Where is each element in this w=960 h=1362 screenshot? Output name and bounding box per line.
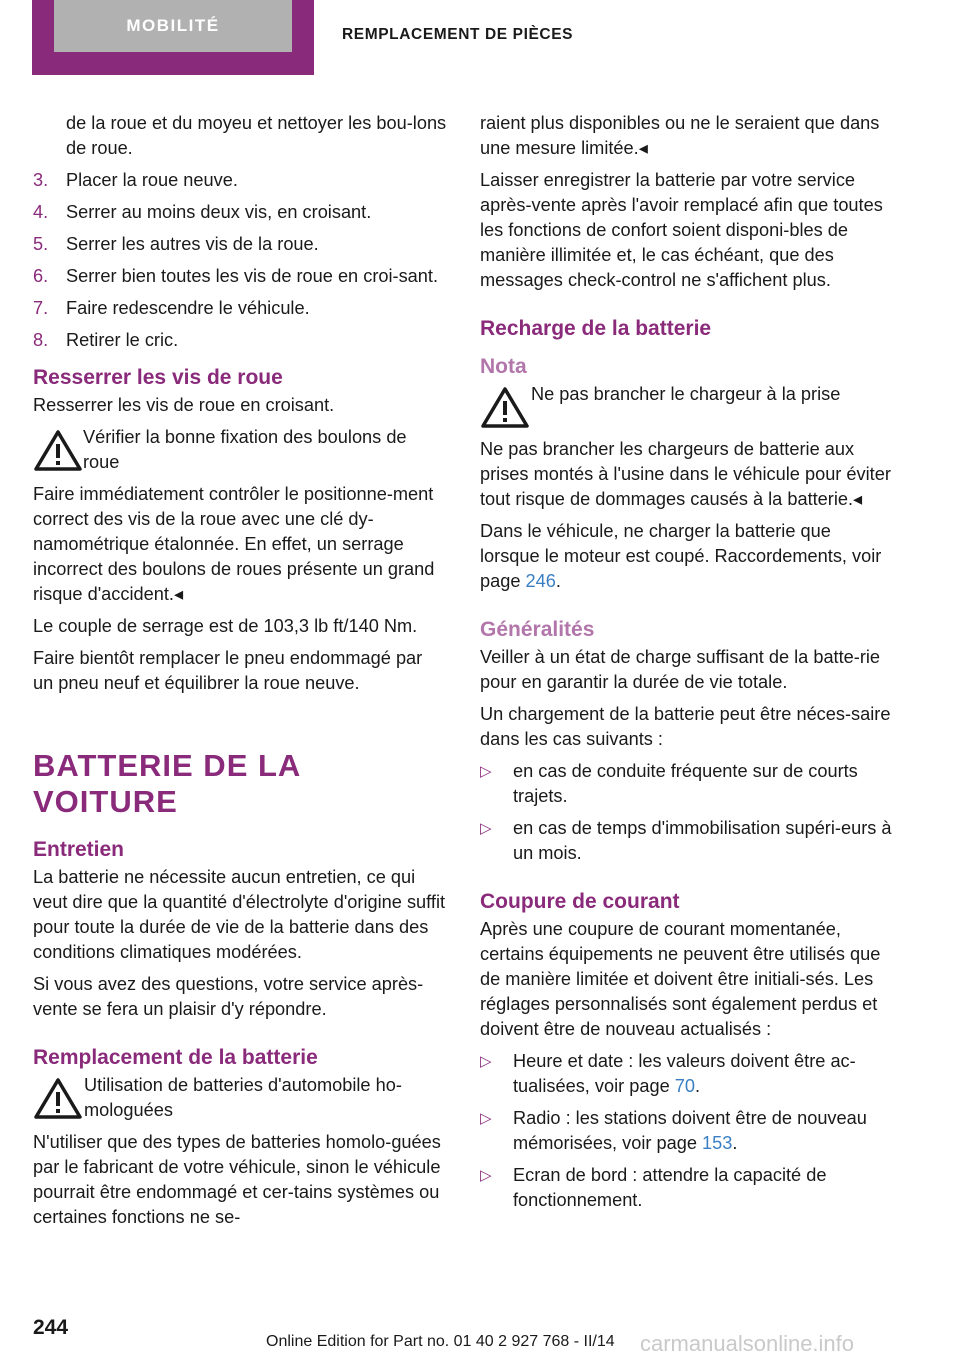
page-link-153[interactable]: 153 <box>702 1133 733 1153</box>
list-item: ▷ Heure et date : les valeurs doivent être ac‐tualisées, voir page 70. <box>480 1049 894 1099</box>
step-number: 7. <box>33 298 49 318</box>
heading-entretien: Entretien <box>33 838 125 861</box>
right-column <box>480 111 894 1220</box>
step-list <box>33 168 447 353</box>
warning-body: Faire immédiatement contrôler le positionne‐ment correct des vis de la roue avec une clé dy‐namométrique étalonnée. En effet, un serrage incorrect des boulons de roues présente un grand risque d'accident.◂ <box>33 484 435 604</box>
list-item <box>33 328 447 353</box>
paragraph-questions: Si vous avez des questions, votre service après-vente se fera un plaisir d'y répondre. <box>33 974 424 1019</box>
paragraph-pneu: Faire bientôt remplacer le pneu endommagé par un pneu neuf et équilibrer la roue neuve. <box>33 648 423 693</box>
step-continuation: de la roue et du moyeu et nettoyer les bou‐lons de roue. <box>66 113 447 158</box>
paragraph-veiller: Veiller à un état de charge suffisant de la batte‐rie pour en garantir la durée de vie totale. <box>480 647 881 692</box>
bullet-list <box>480 759 894 866</box>
heading-resserrer: Resserrer les vis de roue <box>33 366 283 389</box>
footer-edition: Online Edition for Part no. 01 40 2 927 768 - II/14 <box>266 1333 615 1350</box>
step-text: Placer la roue neuve. <box>66 170 238 190</box>
list-item <box>33 296 447 321</box>
warning-box <box>33 1073 447 1123</box>
warning-triangle-icon <box>480 386 530 430</box>
paragraph-enregistrer: Laisser enregistrer la batterie par votre service après-vente après l'avoir remplacé afin que toutes les fonctions de confort soient disponi‐bles de manière illimitée et, le cas échéant, que des messages check-control ne s'affichent plus. <box>480 170 883 290</box>
heading-generalites: Généralités <box>480 618 595 641</box>
warning-body: N'utiliser que des types de batteries homolo‐guées par le fabricant de votre véhicule, sinon le véhicule pourrait être endommagé et cer‐tains systèmes ou certaines fonctions ne se‐ <box>33 1132 441 1227</box>
warning-title: Ne pas brancher le chargeur à la prise <box>531 384 841 404</box>
heading-coupure: Coupure de courant <box>480 890 680 913</box>
bullet-arrow-icon: ▷ <box>480 1053 492 1070</box>
paragraph-entretien: La batterie ne nécessite aucun entretien, ce qui veut dire que la quantité d'électrolyte d'origine suffit pour toute la durée de vie de la batterie dans des conditions climatiques modérées. <box>33 867 446 962</box>
step-number: 4. <box>33 202 49 222</box>
step-number: 6. <box>33 266 49 286</box>
bullet-arrow-icon: ▷ <box>480 820 492 837</box>
header-tab-label: MOBILITÉ <box>54 0 292 52</box>
list-item <box>33 232 447 257</box>
paragraph-resserrer: Resserrer les vis de roue en croisant. <box>33 395 335 415</box>
warning-body: Ne pas brancher les chargeurs de batterie aux prises montés à l'usine dans le véhicule pour éviter tout risque de dommages causés à la batterie.◂ <box>480 439 891 509</box>
bullet-list <box>480 1049 894 1213</box>
step-text: Serrer au moins deux vis, en croisant. <box>66 202 372 222</box>
list-item <box>33 168 447 193</box>
step-text: Retirer le cric. <box>66 330 179 350</box>
page-link-70[interactable]: 70 <box>674 1076 695 1096</box>
paragraph-charger: Dans le véhicule, ne charger la batterie que lorsque le moteur est coupé. Raccordements, voir page 246. <box>480 521 882 591</box>
step-text: Serrer bien toutes les vis de roue en croi‐sant. <box>66 266 439 286</box>
step-number: 8. <box>33 330 49 350</box>
page-number: 244 <box>33 1316 69 1339</box>
warning-box <box>33 425 447 475</box>
left-column <box>33 111 447 1237</box>
heading-remplacement: Remplacement de la batterie <box>33 1046 318 1069</box>
warning-triangle-icon <box>33 1077 83 1121</box>
bullet-arrow-icon: ▷ <box>480 1167 492 1184</box>
warning-triangle-icon <box>33 429 83 473</box>
list-item: ▷ Ecran de bord : attendre la capacité de fonctionnement. <box>480 1163 894 1213</box>
list-item: ▷ Radio : les stations doivent être de nouveau mémorisées, voir page 153. <box>480 1106 894 1156</box>
bullet-arrow-icon: ▷ <box>480 763 492 780</box>
step-number: 3. <box>33 170 49 190</box>
warning-box <box>480 382 894 430</box>
header-section-title: REMPLACEMENT DE PIÈCES <box>342 26 574 43</box>
paragraph-chargement: Un chargement de la batterie peut être néces‐saire dans les cas suivants : <box>480 704 891 749</box>
step-number: 5. <box>33 234 49 254</box>
warning-title: Vérifier la bonne fixation des boulons de roue <box>83 427 407 472</box>
header-tab <box>32 0 314 75</box>
list-item: ▷ en cas de conduite fréquente sur de courts trajets. <box>480 759 894 809</box>
paragraph-couple: Le couple de serrage est de 103,3 lb ft/140 Nm. <box>33 616 418 636</box>
heading-recharge: Recharge de la batterie <box>480 317 712 340</box>
bullet-arrow-icon: ▷ <box>480 1110 492 1127</box>
step-text: Faire redescendre le véhicule. <box>66 298 310 318</box>
warning-body-continuation: raient plus disponibles ou ne le seraient que dans une mesure limitée.◂ <box>480 113 880 158</box>
heading-nota: Nota <box>480 355 527 378</box>
page-link-246[interactable]: 246 <box>525 571 556 591</box>
list-item <box>33 264 447 289</box>
watermark: carmanualsonline.info <box>640 1331 855 1356</box>
warning-title: Utilisation de batteries d'automobile ho‐mologuées <box>84 1075 402 1120</box>
paragraph-coupure: Après une coupure de courant momentanée, certains équipements ne peuvent être utilisés que de manière limitée et doivent être initiali‐sés. Les réglages personnalisés sont également perdus et doivent être de nouveau actualisés : <box>480 919 881 1039</box>
list-item <box>33 200 447 225</box>
chapter-title: BATTERIE DE LA VOITURE <box>33 748 301 819</box>
step-text: Serrer les autres vis de la roue. <box>66 234 319 254</box>
list-item: ▷ en cas de temps d'immobilisation supéri‐eurs à un mois. <box>480 816 894 866</box>
